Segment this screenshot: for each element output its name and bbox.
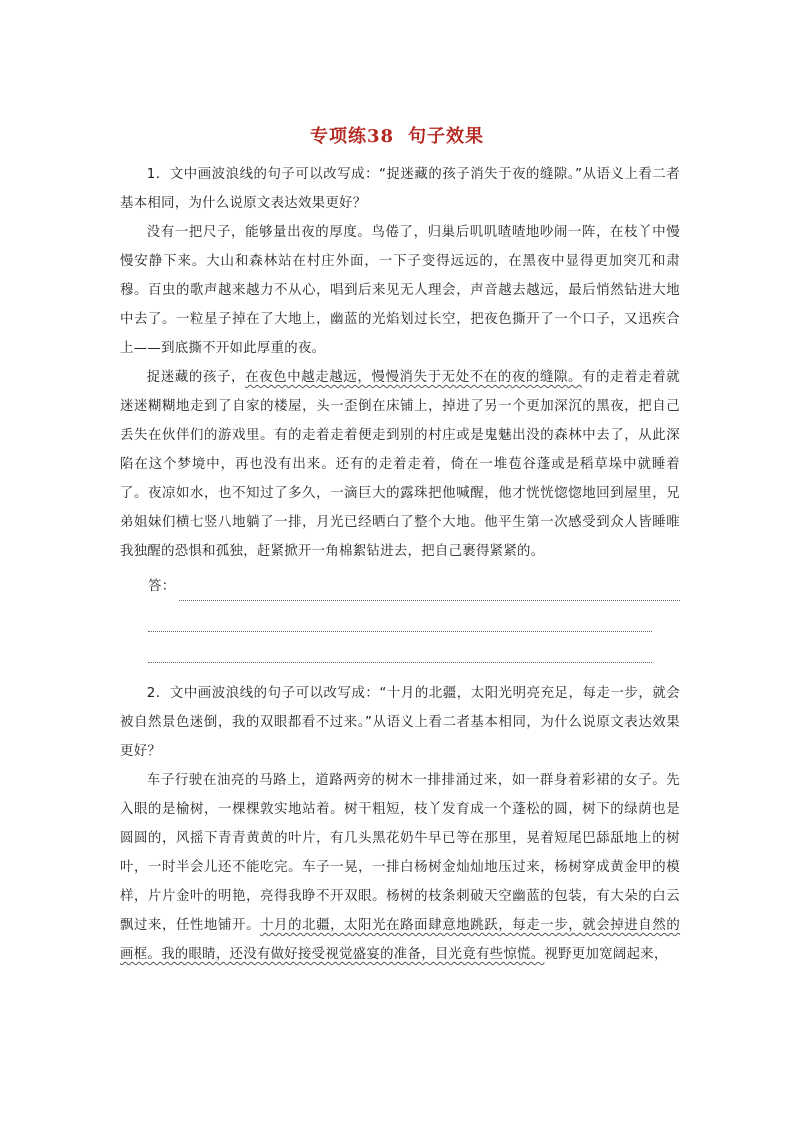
question-2: 2．文中画波浪线的句子可以改写成：“十月的北疆，太阳光明亮充足，每走一步，就会被自然景色迷倒，我的双眼都看不过来。”从语义上看二者基本相同，为什么说原文表达效果更好？ [120, 686, 680, 759]
passage-1-para-2 [120, 363, 680, 566]
passage-1-para-1: 没有一把尺子，能够量出夜的厚度。鸟倦了，归巢后叽叽喳喳地吵闹一阵，在枝丫中慢慢安静下来。大山和森林站在村庄外面，一下子变得远远的，在黑夜中显得更加突兀和肃穆。百虫的歌声越来越力不从心，唱到后来见无人理会，声音越去越远，最后悄然钻进大地中去了。一粒星子掉在了大地上，幽蓝的光焰划过长空，把夜色撕开了一个口子，又迅疾合上——到底撕不开如此厚重的夜。 [120, 225, 680, 356]
question-1: 1．文中画波浪线的句子可以改写成：“捉迷藏的孩子消失于夜的缝隙。”从语义上看二者基本相同，为什么说原文表达效果更好？ [120, 167, 680, 211]
answer-label: 答： [148, 579, 176, 594]
title-main: 句子效果 [408, 126, 485, 147]
answer-line-1[interactable] [179, 584, 680, 601]
passage-1-text-before: 捉迷藏的孩子， [146, 370, 246, 385]
passage-2-text-after: 视野更加宽阔起来， [544, 947, 668, 962]
wavy-underlined-sentence-1: 在夜色中越走越远，慢慢消失于无处不在的夜的缝隙。 [245, 370, 583, 385]
exercise-content [120, 150, 680, 969]
title-prefix: 专项练38 [309, 126, 395, 147]
answer-line-2[interactable] [148, 615, 652, 632]
wavy-underlined-sentence-2: 十月的北疆，太阳光在路面肆意地跳跃，每走一步，就会掉进自然的画框。我的眼睛，还没有做好接受视觉盛宴的准备，目光竟有些惊慌。 [120, 918, 681, 962]
answer-area-1[interactable] [120, 570, 680, 663]
passage-2-para-1 [120, 766, 680, 969]
page-title [0, 122, 794, 148]
passage-2-text-before: 车子行驶在油亮的马路上，道路两旁的树木一排排涌过来，如一群身着彩裙的女子。先入眼的是榆树，一棵棵敦实地站着。树干粗短，枝丫发育成一个蓬松的圆，树下的绿荫也是圆圆的，风摇下青青黄黄的叶片，有几头黑花奶牛早已等在那里，晃着短尾巴舔舐地上的树叶，一时半会儿还不能吃完。车子一晃，一排白杨树金灿灿地压过来，杨树穿成黄金甲的模样，片片金叶的明艳，亮得我睁不开双眼。杨树的枝条刺破天空幽蓝的包装，有大朵的白云飘过来，任性地铺开。 [120, 773, 680, 933]
answer-line-3[interactable] [148, 646, 652, 663]
passage-1-text-after: 有的走着走着就迷迷糊糊地走到了自家的楼屋，头一歪倒在床铺上，掉进了另一个更加深沉的黑夜，把自己丢失在伙伴们的游戏里。有的走着走着便走到别的村庄或是鬼魅出没的森林中去了，从此深陷在这个梦境中，再也没有出来。还有的走着走着，倚在一堆苞谷蓬或是稻草垛中就睡着了。夜凉如水，也不知过了多久，一滴巨大的露珠把他喊醒，他才恍恍惚惚地回到屋里，兄弟姐妹们横七竖八地躺了一排，月光已经晒白了整个大地。他平生第一次感受到众人皆睡唯我独醒的恐惧和孤独，赶紧掀开一角棉絮钻进去，把自己裹得紧紧的。 [120, 370, 680, 559]
